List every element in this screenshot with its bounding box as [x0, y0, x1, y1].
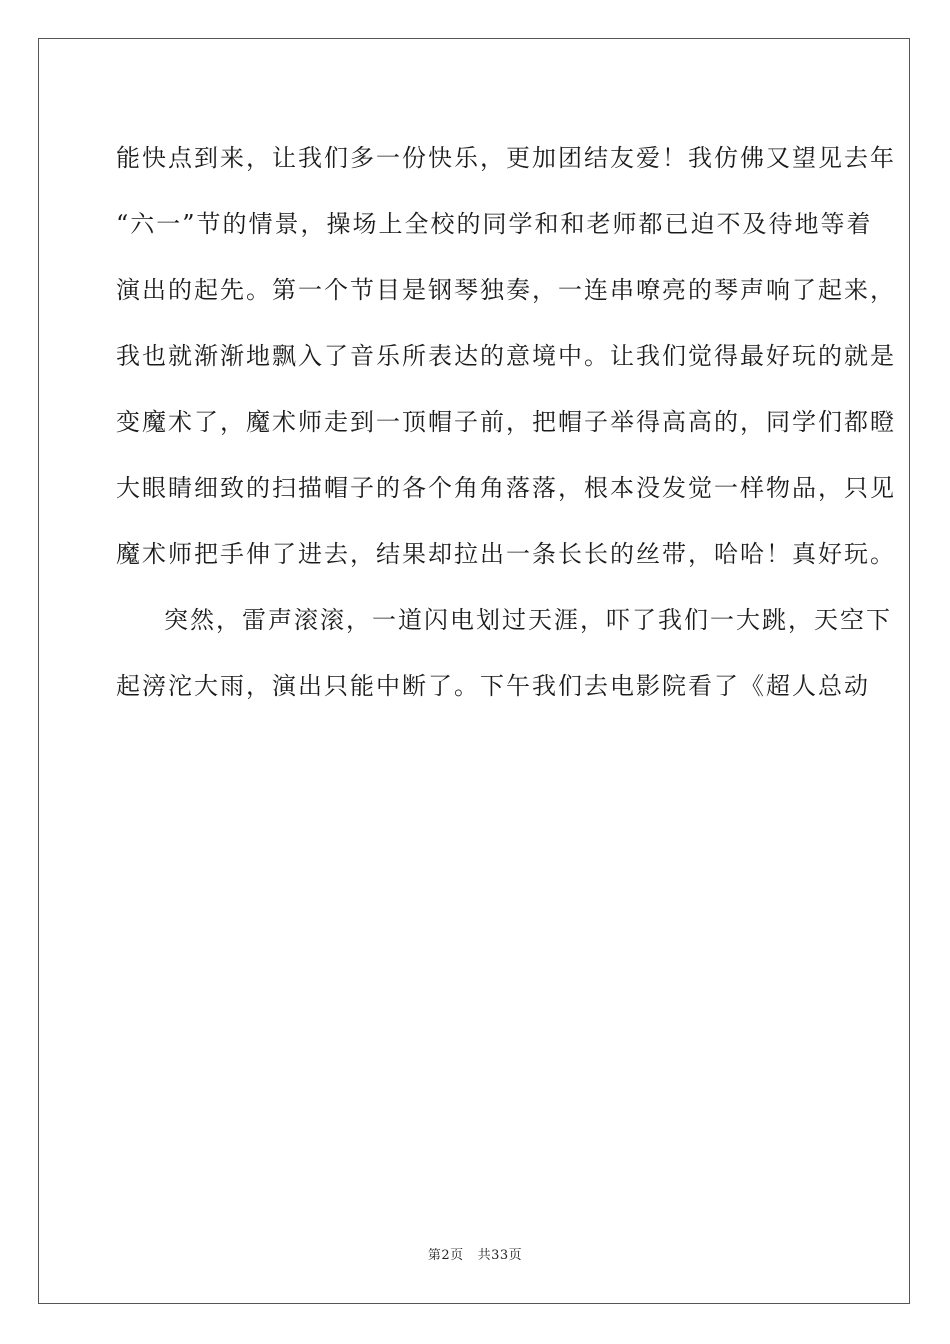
- page-footer: [0, 1244, 950, 1263]
- text-line: 我也就渐渐地飘入了音乐所表达的意境中。让我们觉得最好玩的就是: [116, 342, 896, 370]
- page-number: 第2页: [427, 1248, 464, 1263]
- text-line: 能快点到来，让我们多一份快乐，更加团结友爱！我仿佛又望见去年: [116, 144, 896, 172]
- document-body: [116, 125, 896, 719]
- paragraph: [116, 125, 896, 587]
- text-line: 大眼睛细致的扫描帽子的各个角角落落，根本没发觉一样物品，只见: [116, 474, 896, 502]
- text-line: 突然，雷声滚滚，一道闪电划过天涯，吓了我们一大跳，天空下: [164, 606, 892, 634]
- total-pages: 共33页: [477, 1248, 523, 1263]
- text-line: 起滂沱大雨，演出只能中断了。下午我们去电影院看了《超人总动: [116, 672, 870, 700]
- text-line: 演出的起先。第一个节目是钢琴独奏，一连串嘹亮的琴声响了起来，: [116, 276, 896, 304]
- text-line: “六一”节的情景，操场上全校的同学和和老师都已迫不及待地等着: [116, 210, 873, 238]
- paragraph: [116, 587, 892, 719]
- text-line: 变魔术了，魔术师走到一顶帽子前，把帽子举得高高的，同学们都瞪: [116, 408, 896, 436]
- text-line: 魔术师把手伸了进去，结果却拉出一条长长的丝带，哈哈！真好玩。: [116, 540, 896, 568]
